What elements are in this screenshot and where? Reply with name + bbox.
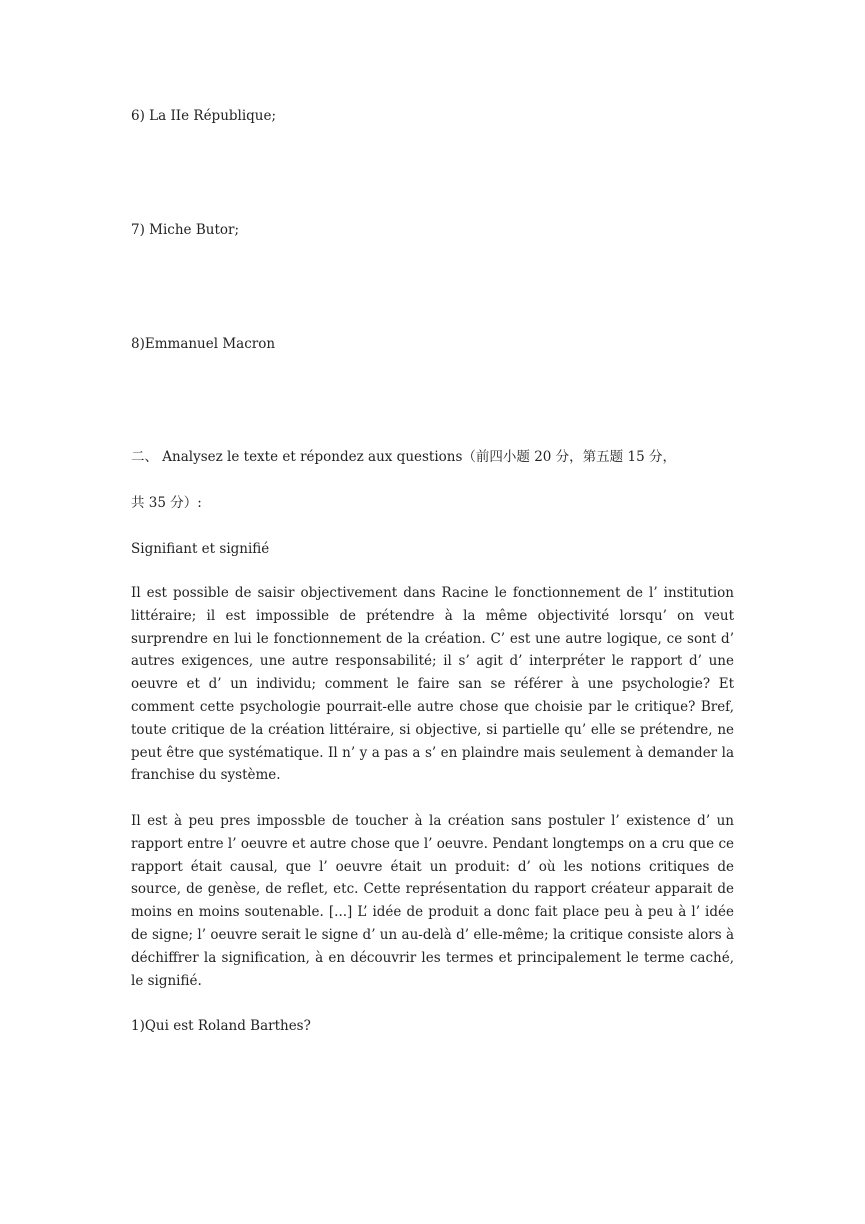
list-item-6: 6) La IIe République; [131,108,277,124]
section-heading-line-1: 二、 Analysez le texte et répondez aux questions（前四小题 20 分，第五题 15 分， [131,449,676,465]
text-paragraph-2: Il est à peu pres impossble de toucher à la création sans postuler l’ existence d’ un rapport entre l’ oeuvre et autre chose que l’ oeuvre. Pendant longtemps on a cru que ce rapport était causal, que l’ oeuvre était un produit: d’ où les notions critiques de source, de genèse, de reflet, etc. Cette représentation du rapport créateur apparait de moins en moins soutenable. [...] L’ idée de produit a donc fait place peu à peu à l’ idée de signe; l’ oeuvre serait le signe d’ un au-delà d’ elle-même; la critique consiste alors à déchiffrer la signification, à en découvrir les termes et principalement le terme caché, le signifié. [131,813,734,989]
list-item-8: 8)Emmanuel Macron [131,336,276,352]
question-1: 1)Qui est Roland Barthes? [131,1018,311,1034]
text-title: Signifiant et signifié [131,541,270,557]
text-paragraph-1: Il est possible de saisir objectivement dans Racine le fonctionnement de l’ institution littéraire; il est impossible de prétendre à la même objectivité lorsqu’ on veut surprendre en lui le fonctionnement de la création. C’ est une autre logique, ce sont d’ autres exigences, une autre responsabilité; il s’ agit d’ interpréter le rapport d’ une oeuvre et d’ un individu; comment le faire san se référer à une psychologie? Et comment cette psychologie pourrait-elle autre chose que choisie par le critique? Bref, toute critique de la création littéraire, si objective, si partielle qu’ elle se prétendre, ne peut être que systématique. Il n’ y a pas a s’ en plaindre mais seulement à demander la franchise du système. [131,585,734,784]
list-item-7: 7) Miche Butor; [131,222,239,238]
section-heading-line-2: 共 35 分）: [131,495,202,511]
